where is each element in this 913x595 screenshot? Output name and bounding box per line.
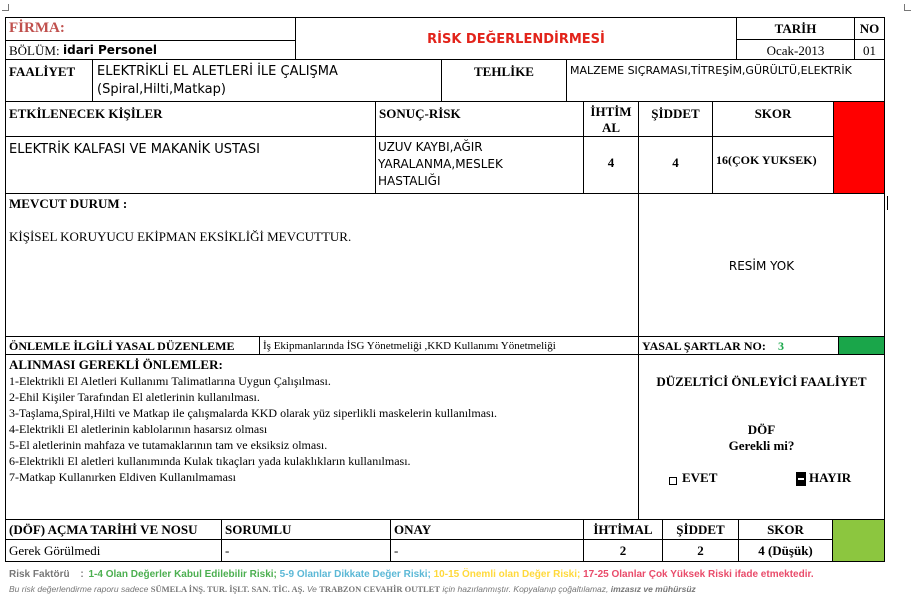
yasal-value: İş Ekipmanlarında İSG Yönetmeliği ,KKD Kullanımı Yönetmeliği [263,340,556,352]
firma-cell [5,17,296,41]
page-corner-mark [904,4,911,11]
sonuc-label: SONUÇ-RİSK [379,106,461,121]
ihtimal-label-line2: AL [601,120,621,135]
skor2-label: SKOR [767,522,804,537]
onay-label: ONAY [394,522,432,537]
dof-value: Gerek Görülmedi [9,543,101,558]
ihtimal2-label: İHTİMAL [593,522,653,537]
legend-sep: : [80,569,84,580]
yasal-label: ÖNLEMLE İLGİLİ YASAL DÜZENLEME [9,339,235,353]
onlemler-item: 2-Ehil Kişiler Tarafından El aletlerinin kullanılması. [9,390,260,404]
sorumlu-label-cell [221,519,391,540]
legend-note-end: imzasız ve mühürsüz [610,584,696,594]
skor2-value-cell [738,539,833,562]
duzeltici-title: DÜZELTİCİ ÖNLEYİCİ FAALİYET [656,374,867,389]
skor2-value: 4 (Düşük) [758,543,813,558]
page-title: RİSK DEĞERLENDİRMESİ [427,32,605,47]
page-corner-mark [2,4,9,11]
etkilenecek-label-cell [5,101,376,137]
etkilenecek-label: ETKİLENECEK KİŞİLER [9,106,163,121]
legend-item-1: 1-4 Olan Değerler Kabul Edilebilir Riski; [88,569,277,580]
dof-date-label: (DÖF) AÇMA TARİHİ VE NOSU [9,522,198,537]
skor-label-cell [712,101,834,137]
skor2-label-cell [738,519,833,540]
onay-label-cell [390,519,584,540]
siddet2-label-cell [662,519,739,540]
legend-note-company: SÜMELA İNŞ. TUR. İŞLT. SAN. TİC. AŞ. [150,584,305,594]
risk-legend [9,569,909,583]
legend-item-2: 5-9 Olanlar Dikkate Değer Riski; [279,569,431,580]
no-value: 01 [863,43,876,58]
siddet-label-cell [638,101,713,137]
hayir-label: HAYIR [809,470,852,485]
dof-label-cell [5,519,222,540]
firma-label: FİRMA: [9,20,65,36]
onlemler-item: 3-Taşlama,Spiral,Hilti ve Matkap ile çalışmalarda KKD olarak yüz siperlikli maskelerin kullanılması. [9,406,498,420]
etkilenecek-value: ELEKTRİK KALFASI VE MAKANİK USTASI [9,142,260,157]
ihtimal2-value: 2 [619,543,627,558]
skor-label: SKOR [754,106,792,121]
mevcut-label: MEVCUT DURUM : [9,196,128,211]
bolum-cell [5,40,296,60]
legend-note-part3: için hazırlanmıştır. Kopyalanıp çoğaltılamaz, [440,584,611,594]
sonuc-value-line1: UZUV KAYBI,AĞIR [378,140,483,154]
yasal-value-cell [259,336,639,355]
onlemler-cell [5,354,639,520]
dof-value-cell [5,539,222,562]
tarih-value: Ocak-2013 [766,43,825,58]
ihtimal-value: 4 [607,155,615,170]
sorumlu-value-cell [221,539,391,562]
faaliyet-value-line1: ELEKTRİKLİ EL ALETLERİ İLE ÇALIŞMA [97,64,338,79]
title-cell [295,17,737,60]
siddet2-label: ŞİDDET [676,522,725,537]
resim-cell [638,193,885,337]
tehlike-value: MALZEME SIÇRAMASI,TİTREŞİM,GÜRÜLTÜ,ELEKTRİK [570,64,852,77]
tarih-label: TARİH [774,21,817,36]
siddet-label: ŞİDDET [651,106,700,121]
dof-label: DÖF [747,422,776,437]
faaliyet-value-line2: (Spiral,Hilti,Matkap) [97,82,226,97]
faaliyet-value-cell [92,59,442,102]
ihtimal-value-cell [583,136,639,194]
siddet2-value-cell [662,539,739,562]
tehlike-label-cell [441,59,567,102]
onay-value: - [394,543,399,558]
legend-label: Risk Faktörü [9,569,70,580]
siddet-value-cell [638,136,713,194]
bolum-label: BÖLÜM: [9,43,60,58]
tarih-label-cell [736,17,855,40]
onlemler-label: ALINMASI GEREKLİ ÖNLEMLER: [9,357,223,372]
no-label-cell [854,17,885,40]
ihtimal-label-cell [583,101,639,137]
sorumlu-label: SORUMLU [225,522,292,537]
yasal-label-cell [5,336,260,355]
gerekli-label: Gerekli mi? [728,438,795,453]
yasal-sartlar-cell [638,336,839,355]
evet-checkbox[interactable] [669,477,677,485]
ihtimal-label-line1: İHTİM [590,104,632,119]
etkilenecek-value-cell [5,136,376,194]
ihtimal2-value-cell [583,539,663,562]
ihtimal2-label-cell [583,519,663,540]
sonuc-label-cell [375,101,584,137]
legend-note-trabzon: TRABZON CEVAHİR OUTLET [319,584,441,594]
skor2-color-cell [832,519,885,562]
yasal-sartlar-value: 3 [778,339,784,353]
skor-color-cell [833,101,885,194]
tehlike-label: TEHLİKE [474,64,534,79]
mevcut-value: KİŞİSEL KORUYUCU EKİPMAN EKSİKLİĞİ MEVCUTTUR. [9,229,352,244]
onlemler-item: 4-Elektrikli El aletlerinin kablolarının hasarsız olması [9,422,268,436]
onlemler-item: 7-Matkap Kullanırken Eldiven Kullanılmaması [9,470,236,484]
onlemler-item: 1-Elektrikli El Aletleri Kullanımı Talimatlarına Uygun Çalışılması. [9,374,331,388]
tehlike-value-cell [566,59,885,102]
sonuc-value-line2: YARALANMA,MESLEK [378,157,503,171]
faaliyet-label-cell [5,59,93,102]
faaliyet-label: FAALİYET [9,64,76,79]
skor-value-cell [712,136,834,194]
sonuc-value-line3: HASTALIĞI [378,174,441,188]
yasal-sartlar-label: YASAL ŞARTLAR NO: [642,339,766,353]
duzeltici-cell [638,354,885,520]
legend-item-4: 17-25 Olanlar Çok Yüksek Riski ifade etmektedir. [583,569,814,580]
siddet-value: 4 [672,155,679,170]
no-label: NO [859,21,880,36]
text-cursor [887,196,888,210]
onlemler-item: 6-Elektrikli El aletleri kullanımında Kulak tıkaçları yada kulaklıkların kullanılması. [9,454,411,468]
sorumlu-value: - [225,543,230,558]
yasal-color-cell [838,336,885,355]
legend-note-part2: Ve [304,584,320,594]
skor-value: 16(ÇOK YUKSEK) [716,153,817,167]
hayir-checkbox[interactable] [796,472,806,486]
legend-item-3: 10-15 Önemli olan Değer Riski; [433,569,581,580]
no-value-cell [854,39,885,60]
onlemler-item: 5-El aletlerinin mahfaza ve tutamaklarının tam ve eksiksiz olması. [9,438,328,452]
siddet2-value: 2 [697,543,704,558]
mevcut-cell [5,193,639,337]
sonuc-value-cell [375,136,584,194]
tarih-value-cell [736,39,855,60]
legend-note-part1: Bu risk değerlendirme raporu sadece [9,584,151,594]
bolum-value: idari Personel [63,43,158,57]
resim-placeholder: RESİM YOK [728,259,795,273]
onay-value-cell [390,539,584,562]
legend-note [9,584,909,595]
hayir-checkbox-mark [798,478,804,480]
evet-label: EVET [682,470,718,485]
